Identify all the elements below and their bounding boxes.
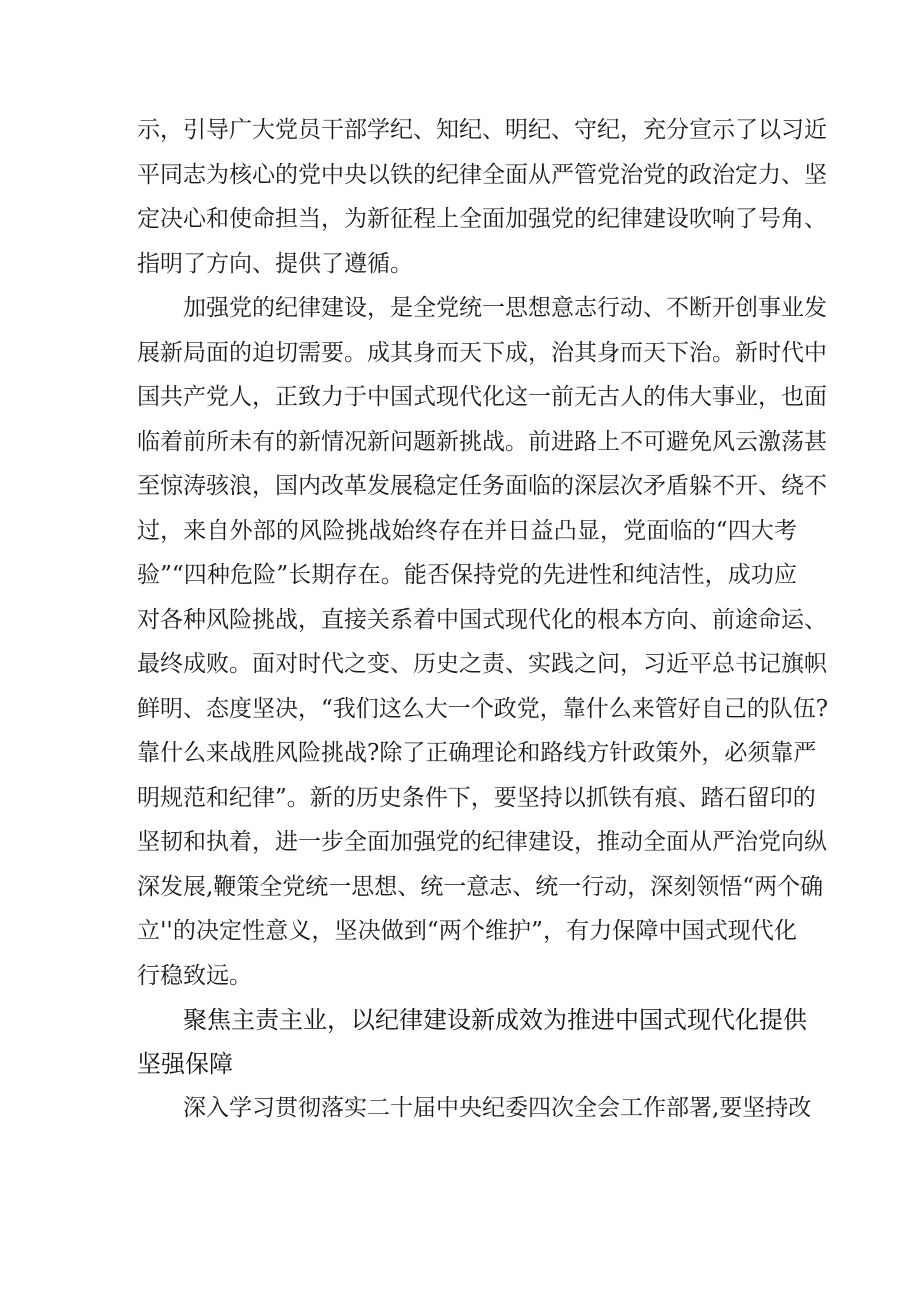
section-heading xyxy=(137,998,807,1086)
text-line: 加强党的纪律建设，是全党统一思想意志行动、不断开创事业发 xyxy=(183,295,827,321)
text-line: 靠什么来战胜风险挑战?除了正确理论和路线方针政策外，必须靠严 xyxy=(137,740,817,766)
heading-line: 坚强保障 xyxy=(137,1050,233,1078)
paragraph-2 xyxy=(137,286,829,998)
heading-line: 聚焦主责主业，以纪律建设新成效为推进中国式现代化提供 xyxy=(183,1006,807,1034)
text-line: 最终成败。面对时代之变、历史之责、实践之问，习近平总书记旗帜 xyxy=(137,651,827,677)
text-line: 平同志为核心的党中央以铁的纪律全面从严管党治党的政治定力、坚 xyxy=(137,161,827,188)
text-line: 深发展,鞭策全党统一思想、统一意志、统一行动，深刻领悟“两个确 xyxy=(137,873,824,900)
text-line: 立''的决定性意义，坚决做到“两个维护”，有力保障中国式现代化 xyxy=(137,918,797,944)
text-line: 明规范和纪律”。新的历史条件下，要坚持以抓铁有痕、踏石留印的 xyxy=(137,784,816,811)
text-line: 定决心和使命担当，为新征程上全面加强党的纪律建设吹响了号角、 xyxy=(137,206,827,232)
paragraph-1 xyxy=(137,108,827,286)
text-line: 行稳致远。 xyxy=(137,962,252,989)
paragraph-3 xyxy=(137,1086,812,1131)
text-line: 示，引导广大党员干部学纪、知纪、明纪、守纪，充分宣示了以习近 xyxy=(137,117,827,143)
text-line: 鲜明、态度坚决，“我们这么大一个政党，靠什么来管好自己的队伍? xyxy=(137,695,829,722)
text-line: 指明了方向、提供了遵循。 xyxy=(137,250,413,277)
text-line: 验”“四种危险”长期存在。能否保持党的先进性和纯洁性，成功应 xyxy=(137,562,797,588)
text-line: 展新局面的迫切需要。成其身而天下成，治其身而天下治。新时代中 xyxy=(137,339,827,366)
text-line: 深入学习贯彻落实二十届中央纪委四次全会工作部署,要坚持改 xyxy=(183,1095,812,1121)
text-line: 对各种风险挑战，直接关系着中国式现代化的根本方向、前途命运、 xyxy=(137,606,827,633)
text-line: 临着前所未有的新情况新问题新挑战。前进路上不可避免风云激荡甚 xyxy=(137,428,827,455)
text-line: 过，来自外部的风险挑战始终存在并日益凸显，党面临的“四大考 xyxy=(137,517,797,544)
text-line: 坚韧和执着，进一步全面加强党的纪律建设，推动全面从严治党向纵 xyxy=(137,829,827,855)
document-body xyxy=(137,108,829,1131)
text-line: 至惊涛骇浪，国内改革发展稳定任务面临的深层次矛盾躲不开、绕不 xyxy=(137,473,827,499)
text-line: 国共产党人，正致力于中国式现代化这一前无古人的伟大事业，也面 xyxy=(137,384,827,410)
